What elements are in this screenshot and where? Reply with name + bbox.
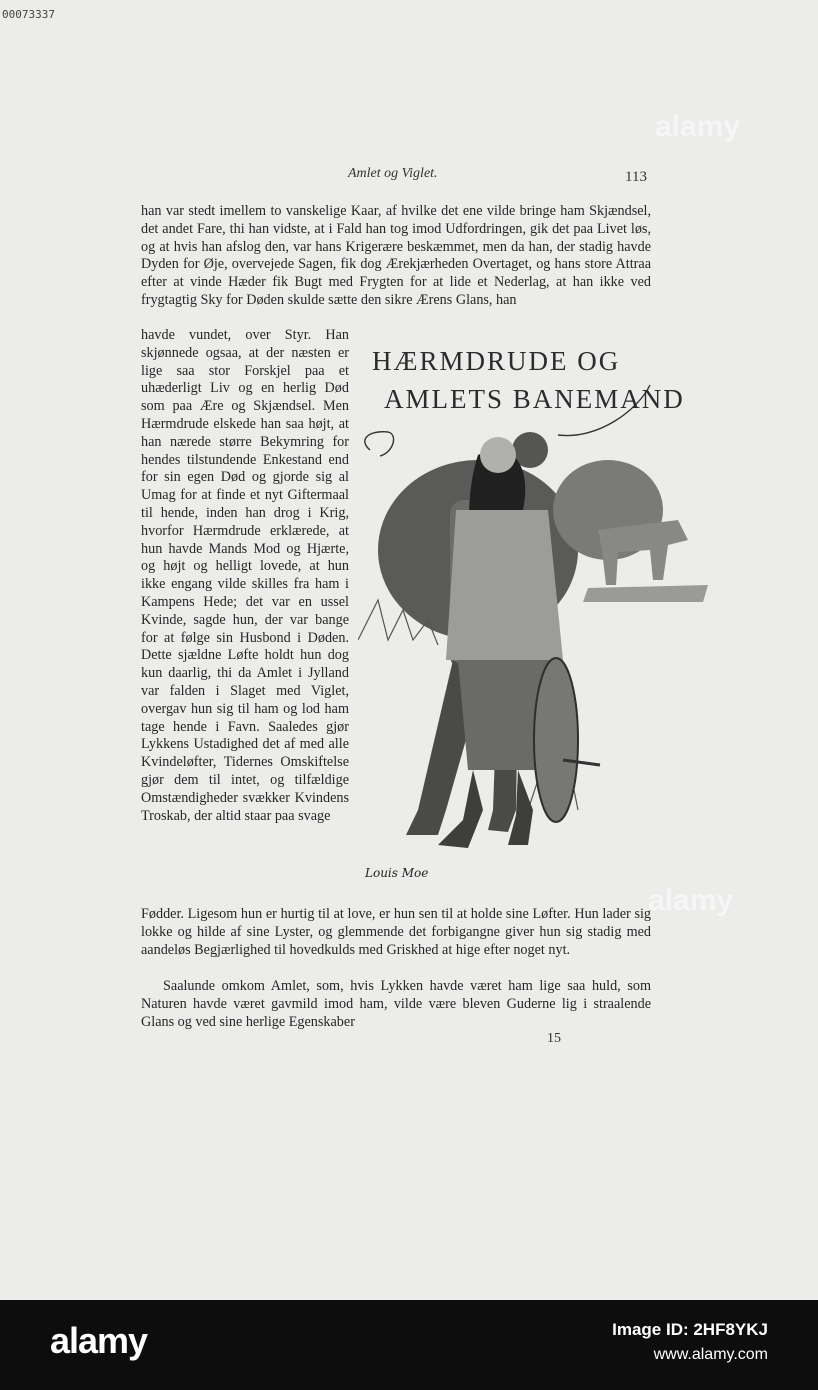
body-paragraph-top: han var stedt imellem to vanskelige Kaar, af hvilke det ene vilde bringe ham Skjændsel, det andet Fare, thi han vidste, at i Fald han tog imod Udfordringen, gik det paa Livet løs, og at hvis han afslog den, var hans Krigerære beskæmmet, men da han, der stadig havde Dyden for Øje, overvejede Sagen, fik dog Ærekjærheden Overtaget, og hans store Attraa efter at vinde Hæder fik Bugt med Frygten for at lide et Nederlag, at han ikke ved frygtagtig Sky for Døden skulde sætte den sikre Ærens Glans, han [141, 203, 651, 308]
title-flourish [365, 432, 394, 456]
watermark-middle: alamy [648, 884, 734, 917]
illustration-title [372, 342, 685, 418]
watermark-top: alamy [655, 110, 741, 143]
stock-footer-bar [0, 1300, 818, 1390]
signature-mark: 15 [547, 1031, 561, 1046]
illustration-title-line-1: HÆRMDRUDE OG [372, 346, 621, 376]
footer-url: www.alamy.com [653, 1346, 768, 1363]
illustration-haermdrude-and-amlets-bane [358, 340, 708, 900]
woman-mail-dress [446, 510, 563, 660]
woman-helmet [480, 437, 516, 473]
body-paragraph-bottom: Fødder. Ligesom hun er hurtig til at love, er hun sen til at holde sine Løfter. Hun lader sig lokke og hilde af sine Lyster, og glemmende det forbigangne giver hun sig stadig med aandeløs Begjærlighed til hovedkulds med Griskhed at hige efter noget nyt. [141, 906, 651, 958]
footer-image-id: Image ID: 2HF8YKJ [612, 1320, 768, 1339]
artist-signature: Louis Moe [365, 866, 429, 880]
alamy-logo: alamy [50, 1320, 148, 1361]
horse-silhouette [598, 520, 688, 585]
body-paragraph-last: Saalunde omkom Amlet, som, hvis Lykken havde været ham lige saa huld, som Naturen havde været gavmild imod ham, vilde være bleven Guderne lig i straalende Glans og ved sine herlige Egenskaber [141, 978, 651, 1030]
running-head: Amlet og Viglet. [348, 166, 438, 181]
round-shield [534, 658, 578, 822]
scan-id: 00073337 [2, 8, 55, 21]
illustration-title-line-2: AMLETS BANEMAND [384, 384, 685, 414]
fallen-warriors [583, 585, 708, 602]
body-paragraph-left-column: havde vundet, over Styr. Han skjønnede ogsaa, at der næsten er lige saa stor Forskjel paa et uhæderligt Liv og en herlig Død som paa Ære og Skjændsel. Men Hærmdrude elskede han saa højt, at han nærede større Bekymring for hendes tilstundende Enkestand end for sin egen Død og gjorde sig al Umag for at finde et nyt Giftermaal til hende, inden han drog i Krig, hvorfor Hærmdrude erklærede, at hun havde Mands Mod og Hjærte, og højt og helligt lovede, at hun ikke engang vilde skilles fra ham i Kampens Hede; det var en ussel Kvinde, sagde hun, der var bange for at følge sin Husbond i Døden. Dette sjældne Løfte holdt hun dog kun daarlig, thi da Amlet i Jylland var falden i Slaget med Viglet, overgav hun sig til ham og lod ham tage hende i Favn. Saaledes gjør Lykkens Ustadighed det af med alle Kvindeløfter, Tidernes Omskiftelse gjør dem til intet, og tilfældige Omstændigheder svækker Kvindens Troskab, der altid staar paa svage [141, 327, 349, 824]
page-number: 113 [625, 169, 647, 185]
